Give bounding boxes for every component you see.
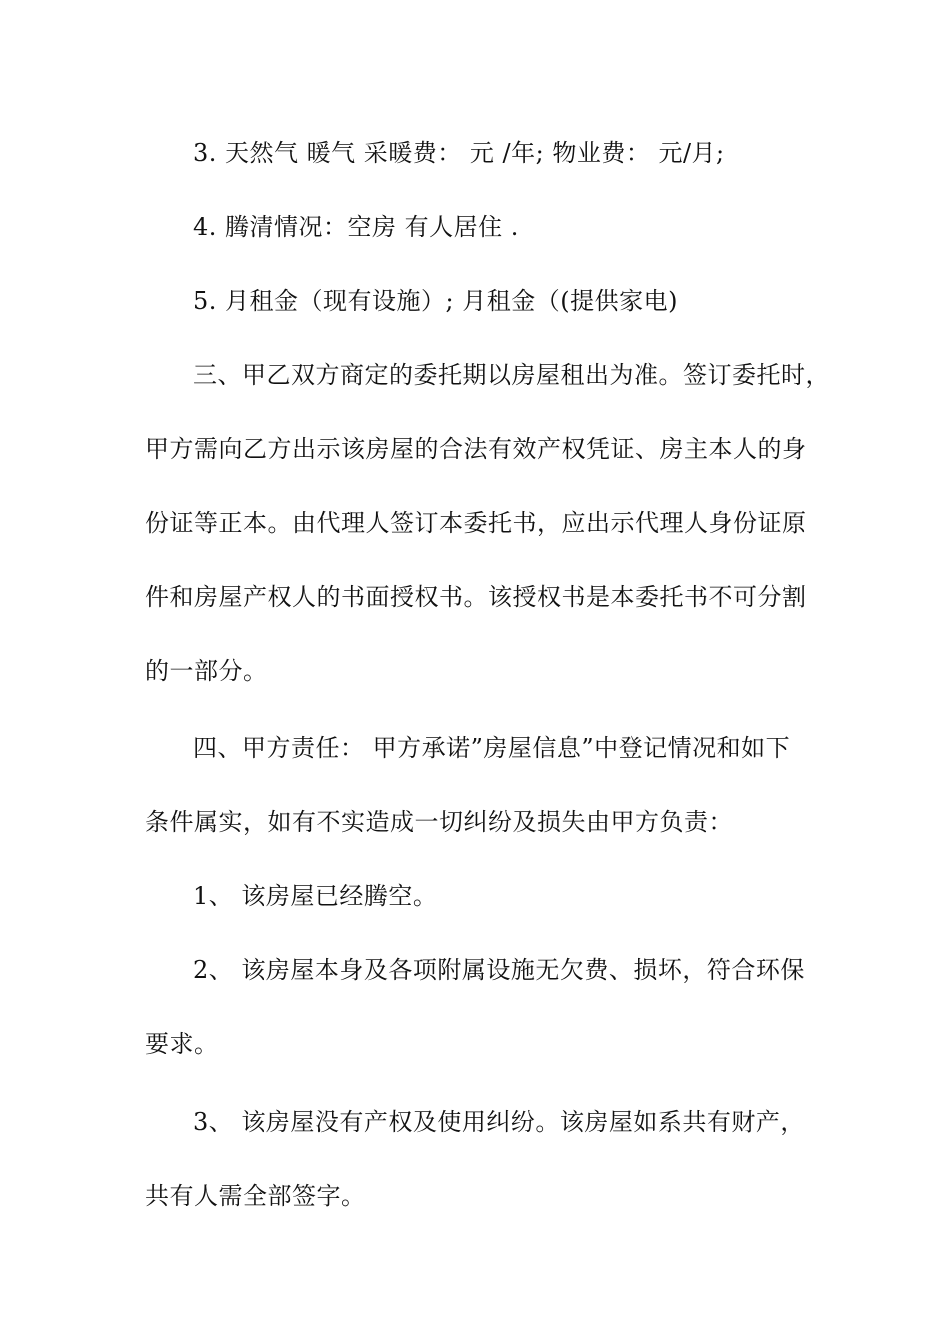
clause-item-4-vacancy: 4. 腾清情况：空房 有人居住 . [193,213,519,241]
duty-item-2-line-1: 2、 该房屋本身及各项附属设施无欠费、损坏，符合环保 [193,956,805,984]
clause-item-5-rent: 5. 月租金（现有设施）; 月租金（(提供家电) [193,287,678,315]
section-three-line-2: 甲方需向乙方出示该房屋的合法有效产权凭证、房主本人的身 [145,435,807,463]
section-three-line-5: 的一部分。 [145,657,268,685]
section-four-line-2: 条件属实，如有不实造成一切纠纷及损失由甲方负责： [145,808,733,836]
duty-item-1: 1、 该房屋已经腾空。 [193,882,438,910]
section-three-line-3: 份证等正本。由代理人签订本委托书，应出示代理人身份证原 [145,509,807,537]
clause-item-3-utilities: 3. 天然气 暖气 采暖费： 元 /年; 物业费： 元/月; [193,139,725,167]
section-four-line-1: 四、甲方责任： 甲方承诺”房屋信息”中登记情况和如下 [193,734,791,762]
section-three-line-4: 件和房屋产权人的书面授权书。该授权书是本委托书不可分割 [145,583,807,611]
section-three-line-1: 三、甲乙双方商定的委托期以房屋租出为准。签订委托时， [193,361,830,389]
duty-item-3-line-1: 3、 该房屋没有产权及使用纠纷。该房屋如系共有财产， [193,1108,805,1136]
duty-item-2-line-2: 要求。 [145,1030,219,1058]
duty-item-3-line-2: 共有人需全部签字。 [145,1182,366,1210]
